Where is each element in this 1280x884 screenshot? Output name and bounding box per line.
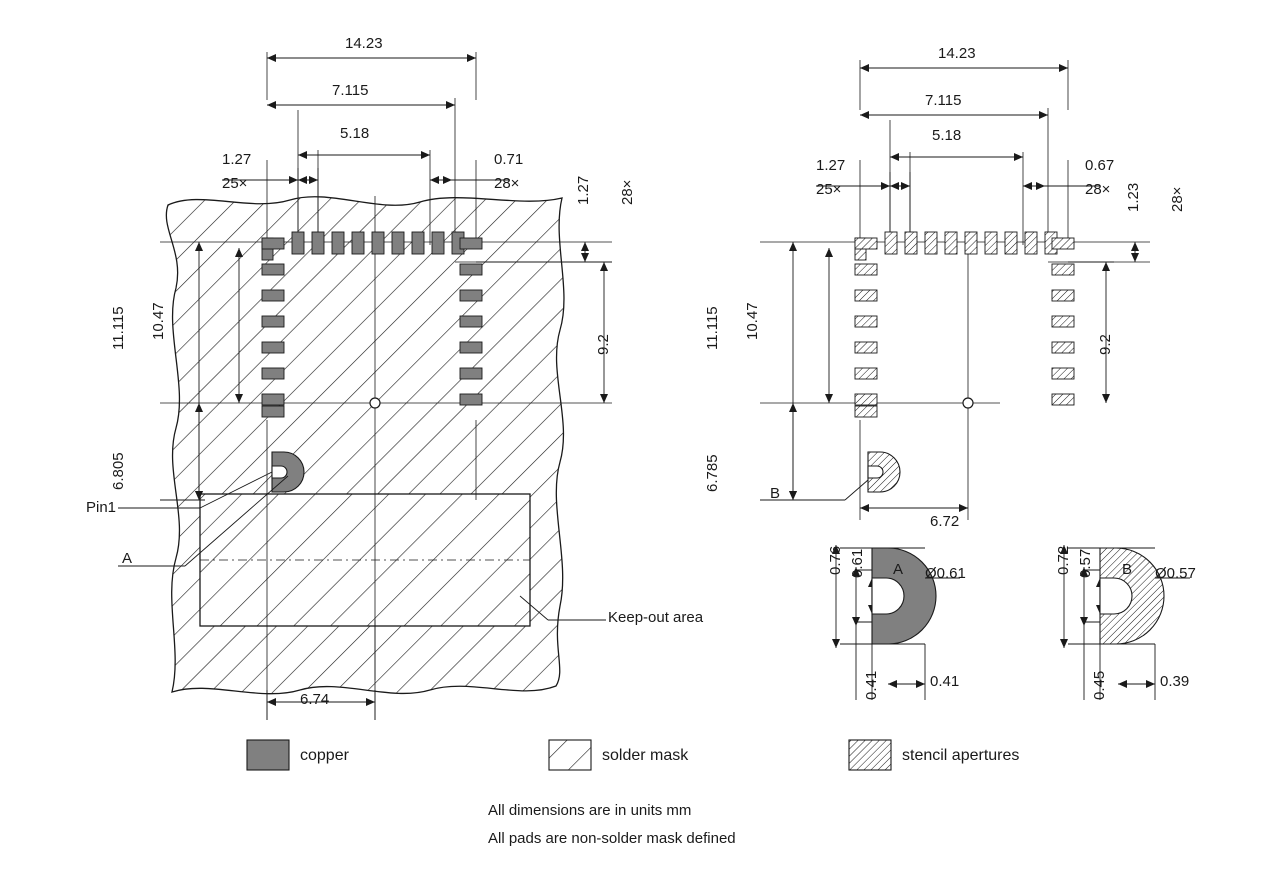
right-dim-pin1-offset: 6.785 (704, 454, 721, 492)
right-dim-pad-width-count: 28× (1085, 181, 1111, 198)
detail-b-label: B (1122, 561, 1133, 578)
left-dim-inner-width: 5.18 (340, 125, 370, 142)
left-dim-side-height: 9.2 (595, 334, 612, 355)
detail-b-dim-inner-height: 0.57 (1077, 548, 1094, 578)
right-left-aperture-column (855, 238, 877, 417)
keepout-label: Keep-out area (608, 609, 704, 626)
right-dim-overall-width: 14.23 (938, 45, 976, 62)
pin1-label: Pin1 (86, 499, 117, 516)
left-dim-side-pitch: 1.27 (575, 175, 592, 205)
right-dim-bottom-width: 6.72 (930, 513, 960, 530)
left-dim-pin1-offset: 6.805 (110, 452, 127, 490)
right-dim-pad-pitch: 1.27 (816, 157, 846, 174)
left-dim-bottom-width: 6.74 (300, 691, 330, 708)
detail-a-dim-outer-height: 0.76 (827, 545, 844, 575)
left-dim-pad-pitch-count: 25× (222, 175, 248, 192)
right-dim-pad-width: 0.67 (1085, 157, 1115, 174)
legend-swatch-solder-mask (549, 740, 591, 770)
right-dim-pad-pitch-count: 25× (816, 181, 842, 198)
right-dim-half-width: 7.115 (925, 92, 962, 109)
detail-b-dim-slot-height: 0.45 (1091, 670, 1108, 700)
detail-b-callout-label: B (770, 485, 781, 502)
left-dim-pad-width-count: 28× (494, 175, 520, 192)
detail-a-dim-inner-height: 0.61 (849, 548, 866, 578)
left-dim-half-width: 7.115 (332, 82, 369, 99)
right-center-marker (963, 398, 973, 408)
right-centerlines (760, 240, 1000, 420)
left-dim-pad-pitch: 1.27 (222, 151, 252, 168)
detail-a-dim-length: 0.41 (930, 673, 960, 690)
right-dim-side-pitch-count: 28× (1169, 186, 1186, 212)
left-dim-overall-height: 11.115 (110, 306, 127, 350)
legend-label-stencil-apertures: stencil apertures (902, 747, 1020, 764)
legend-swatch-copper (247, 740, 289, 770)
detail-b-diameter: Ø0.57 (1155, 565, 1196, 582)
left-dim-pad-width: 0.71 (494, 151, 524, 168)
left-center-marker (370, 398, 380, 408)
detail-b-dim-outer-height: 0.72 (1055, 545, 1072, 575)
detail-b-dim-length: 0.39 (1160, 673, 1190, 690)
units-note-2: All pads are non-solder mask defined (488, 830, 736, 847)
right-dim-inner-height: 10.47 (744, 302, 761, 340)
detail-a-diameter: Ø0.61 (925, 565, 966, 582)
right-dim-inner-width: 5.18 (932, 127, 962, 144)
right-dim-side-pitch: 1.23 (1125, 182, 1142, 212)
legend-swatch-stencil (849, 740, 891, 770)
right-dim-side-height: 9.2 (1097, 334, 1114, 355)
right-b-castellation (868, 452, 900, 492)
right-dim-overall-height: 11.115 (704, 306, 721, 350)
right-leader-lines (796, 480, 868, 500)
right-right-aperture-column (1052, 238, 1074, 405)
left-dim-side-pitch-count: 28× (619, 179, 636, 205)
detail-a-dim-slot-height: 0.41 (863, 670, 880, 700)
detail-a-callout-label: A (122, 550, 133, 567)
left-dim-inner-height: 10.47 (150, 302, 167, 340)
legend-label-solder-mask: solder mask (602, 747, 689, 764)
right-top-aperture-row (855, 232, 1057, 260)
detail-a-label: A (893, 561, 904, 578)
legend-label-copper: copper (300, 747, 349, 764)
left-dim-overall-width: 14.23 (345, 35, 383, 52)
units-note-1: All dimensions are in units mm (488, 802, 692, 819)
left-keepout-area (200, 494, 530, 626)
